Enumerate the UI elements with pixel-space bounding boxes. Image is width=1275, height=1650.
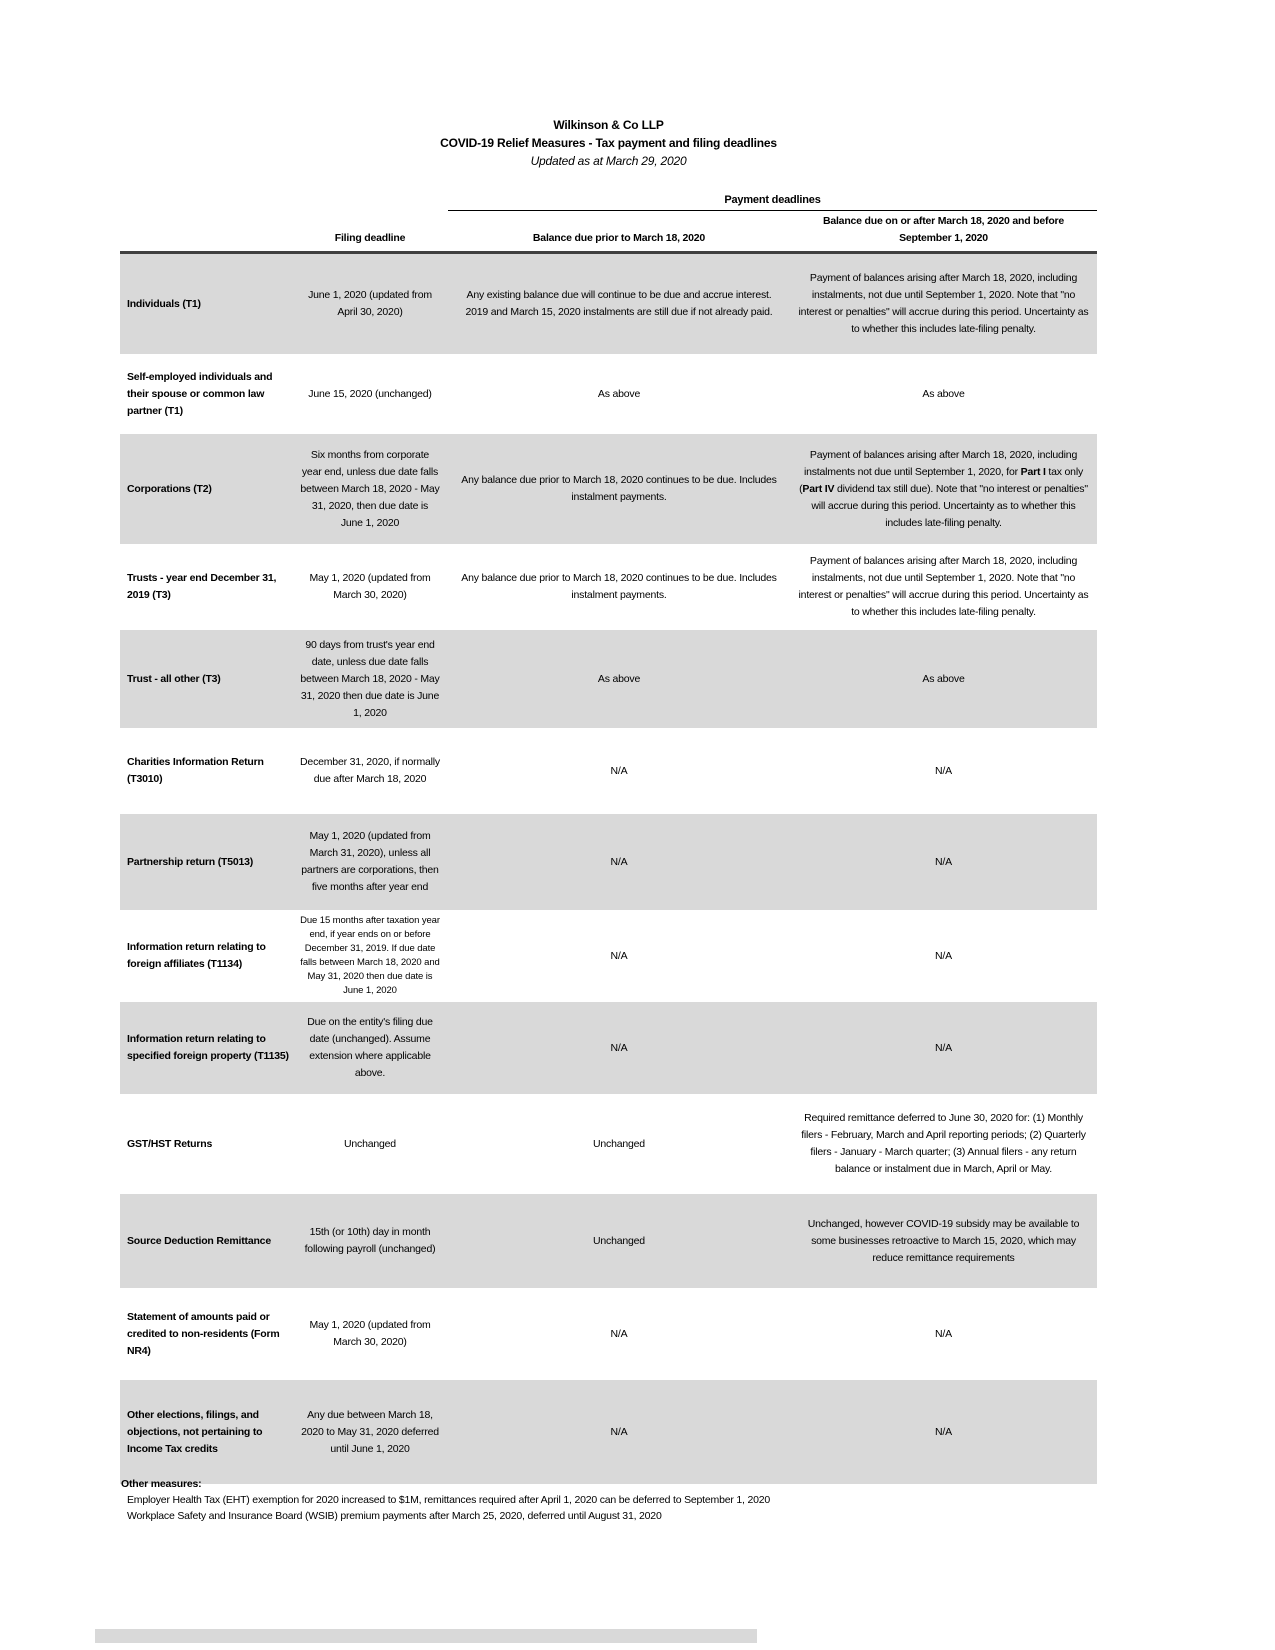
row-label: Trust - all other (T3) xyxy=(127,672,221,685)
row-label: Statement of amounts paid or credited to non-residents (Form NR4) xyxy=(127,1310,280,1357)
filing-deadline-cell: Unchanged xyxy=(344,1137,396,1150)
balance-prior-cell: As above xyxy=(597,387,641,400)
document-header xyxy=(120,116,1097,170)
balance-after-cell: N/A xyxy=(935,1327,952,1340)
balance-prior-cell: Unchanged xyxy=(593,1137,645,1150)
balance-prior-cell: Unchanged xyxy=(593,1234,645,1247)
table-row-gst-hst xyxy=(120,1094,1097,1194)
balance-after-cell: N/A xyxy=(935,949,952,962)
balance-after-cell: As above xyxy=(922,672,965,685)
table-row-t1134 xyxy=(120,910,1097,1002)
table-row-nr4 xyxy=(120,1288,1097,1380)
filing-deadline-cell: 15th (or 10th) day in month following payroll (unchanged) xyxy=(304,1226,436,1255)
row-label: Partnership return (T5013) xyxy=(127,855,254,868)
updated-date: Updated as at March 29, 2020 xyxy=(530,154,687,168)
row-label: Corporations (T2) xyxy=(127,482,212,495)
filing-deadline-cell: June 1, 2020 (updated from April 30, 2020) xyxy=(308,289,432,318)
filing-deadline-cell: Six months from corporate year end, unless due date falls between March 18, 2020 - May 31, 2020, then due date is June 1, 2020 xyxy=(300,448,440,529)
filing-deadline-cell: June 15, 2020 (unchanged) xyxy=(308,387,432,400)
table-row-corporations xyxy=(120,434,1097,544)
balance-prior-cell: As above xyxy=(597,672,641,685)
balance-prior-column-header: Balance due prior to March 18, 2020 xyxy=(532,232,706,244)
row-label: Self-employed individuals and their spouse or common law partner (T1) xyxy=(127,370,273,417)
table-row-individuals xyxy=(120,254,1097,354)
filing-deadline-cell: 90 days from trust's year end date, unless due date falls between March 18, 2020 - May 31, 2020 then due date is June 1, 2020 xyxy=(300,638,440,719)
payment-deadlines-group-header: Payment deadlines xyxy=(448,192,1097,211)
row-label: Trusts - year end December 31, 2019 (T3) xyxy=(127,572,277,601)
other-measures-line: Workplace Safety and Insurance Board (WSIB) premium payments after March 25, 2020, deferred until August 31, 2020 xyxy=(127,1510,662,1522)
filing-deadline-cell: May 1, 2020 (updated from March 30, 2020) xyxy=(309,572,431,601)
table-row-trust-all-other xyxy=(120,630,1097,728)
deadlines-table xyxy=(120,192,1097,1484)
column-header-row xyxy=(120,213,1097,254)
table-row-other-elections xyxy=(120,1380,1097,1484)
row-label: Other elections, filings, and objections, not pertaining to Income Tax credits xyxy=(127,1408,263,1455)
balance-after-cell: As above xyxy=(922,387,965,400)
balance-after-cell: N/A xyxy=(935,855,952,868)
other-measures-section xyxy=(121,1476,1121,1524)
next-page-row-fragment xyxy=(95,1629,757,1643)
table-row-t1135 xyxy=(120,1002,1097,1094)
filing-deadline-cell: May 1, 2020 (updated from March 30, 2020) xyxy=(309,1319,431,1348)
balance-prior-cell: N/A xyxy=(610,949,628,962)
table-row-charities xyxy=(120,728,1097,814)
balance-after-cell: N/A xyxy=(935,764,952,777)
table-row-partnership xyxy=(120,814,1097,910)
filing-deadline-cell: Due 15 months after taxation year end, if year ends on or before December 31, 2019. If due date falls between March 18, 2020 and May 31, 2020 then due date is June 1, 2020 xyxy=(300,915,440,996)
row-label: Charities Information Return (T3010) xyxy=(127,756,264,785)
row-label: Information return relating to foreign affiliates (T1134) xyxy=(127,941,266,970)
balance-after-cell: Payment of balances arising after March 18, 2020, including instalments not due until September 1, 2020, for Part I tax only (Part IV dividend tax still due). Note that "no interest or penalties" will accrue during this period. Uncertainty as to whether this includes late-filing penalty. xyxy=(799,448,1088,529)
balance-prior-cell: N/A xyxy=(610,1327,628,1340)
balance-prior-cell: N/A xyxy=(610,764,628,777)
row-label: GST/HST Returns xyxy=(127,1137,213,1150)
balance-prior-cell: Any existing balance due will continue to be due and accrue interest. 2019 and March 15, 2020 instalments are still due if not already paid. xyxy=(465,289,773,318)
payment-deadlines-group-row xyxy=(120,192,1097,211)
balance-prior-cell: N/A xyxy=(610,1041,628,1054)
company-name: Wilkinson & Co LLP xyxy=(553,118,664,132)
balance-prior-cell: Any balance due prior to March 18, 2020 continues to be due. Includes instalment payments. xyxy=(461,474,777,503)
balance-after-cell: N/A xyxy=(935,1425,952,1438)
table-row-trusts-dec31 xyxy=(120,544,1097,630)
other-measures-heading: Other measures: xyxy=(121,1478,202,1490)
row-label: Information return relating to specified foreign property (T1135) xyxy=(127,1033,289,1062)
balance-prior-cell: N/A xyxy=(610,1425,628,1438)
other-measures-line: Employer Health Tax (EHT) exemption for 2020 increased to $1M, remittances required after April 1, 2020 can be deferred to September 1, 2020 xyxy=(127,1494,771,1506)
balance-after-cell: Payment of balances arising after March 18, 2020, including instalments, not due until September 1, 2020. Note that "no interest or penalties" will accrue during this period. Uncertainty as to whether this includes late-filing penalty. xyxy=(798,555,1089,618)
filing-deadline-cell: December 31, 2020, if normally due after March 18, 2020 xyxy=(300,756,440,785)
balance-prior-cell: Any balance due prior to March 18, 2020 continues to be due. Includes instalment payments. xyxy=(461,572,777,601)
row-label: Individuals (T1) xyxy=(127,297,201,310)
filing-deadline-column-header: Filing deadline xyxy=(334,232,406,244)
balance-prior-cell: N/A xyxy=(610,855,628,868)
balance-after-cell: Unchanged, however COVID-19 subsidy may be available to some businesses retroactive to March 15, 2020, which may reduce remittance requirements xyxy=(807,1217,1080,1264)
filing-deadline-cell: Due on the entity's filing due date (unchanged). Assume extension where applicable above. xyxy=(307,1016,433,1079)
balance-after-column-header: Balance due on or after March 18, 2020 and before September 1, 2020 xyxy=(822,215,1065,244)
filing-deadline-cell: Any due between March 18, 2020 to May 31, 2020 deferred until June 1, 2020 xyxy=(301,1408,439,1455)
table-row-source-deduction xyxy=(120,1194,1097,1288)
balance-after-cell: Payment of balances arising after March 18, 2020, including instalments, not due until September 1, 2020. Note that "no interest or penalties" will accrue during this period. Uncertainty as to whether this includes late-filing penalty. xyxy=(798,272,1089,335)
balance-after-cell: Required remittance deferred to June 30, 2020 for: (1) Monthly filers - February, March and April reporting periods; (2) Quarterly filers - January - March quarter; (3) Annual filers - any return balance or instalment due in March, April or May. xyxy=(801,1112,1086,1175)
row-label: Source Deduction Remittance xyxy=(127,1234,271,1247)
table-row-self-employed xyxy=(120,354,1097,434)
filing-deadline-cell: May 1, 2020 (updated from March 31, 2020), unless all partners are corporations, then five months after year end xyxy=(301,830,439,893)
document-title: COVID-19 Relief Measures - Tax payment and filing deadlines xyxy=(440,136,777,150)
balance-after-cell: N/A xyxy=(935,1041,952,1054)
